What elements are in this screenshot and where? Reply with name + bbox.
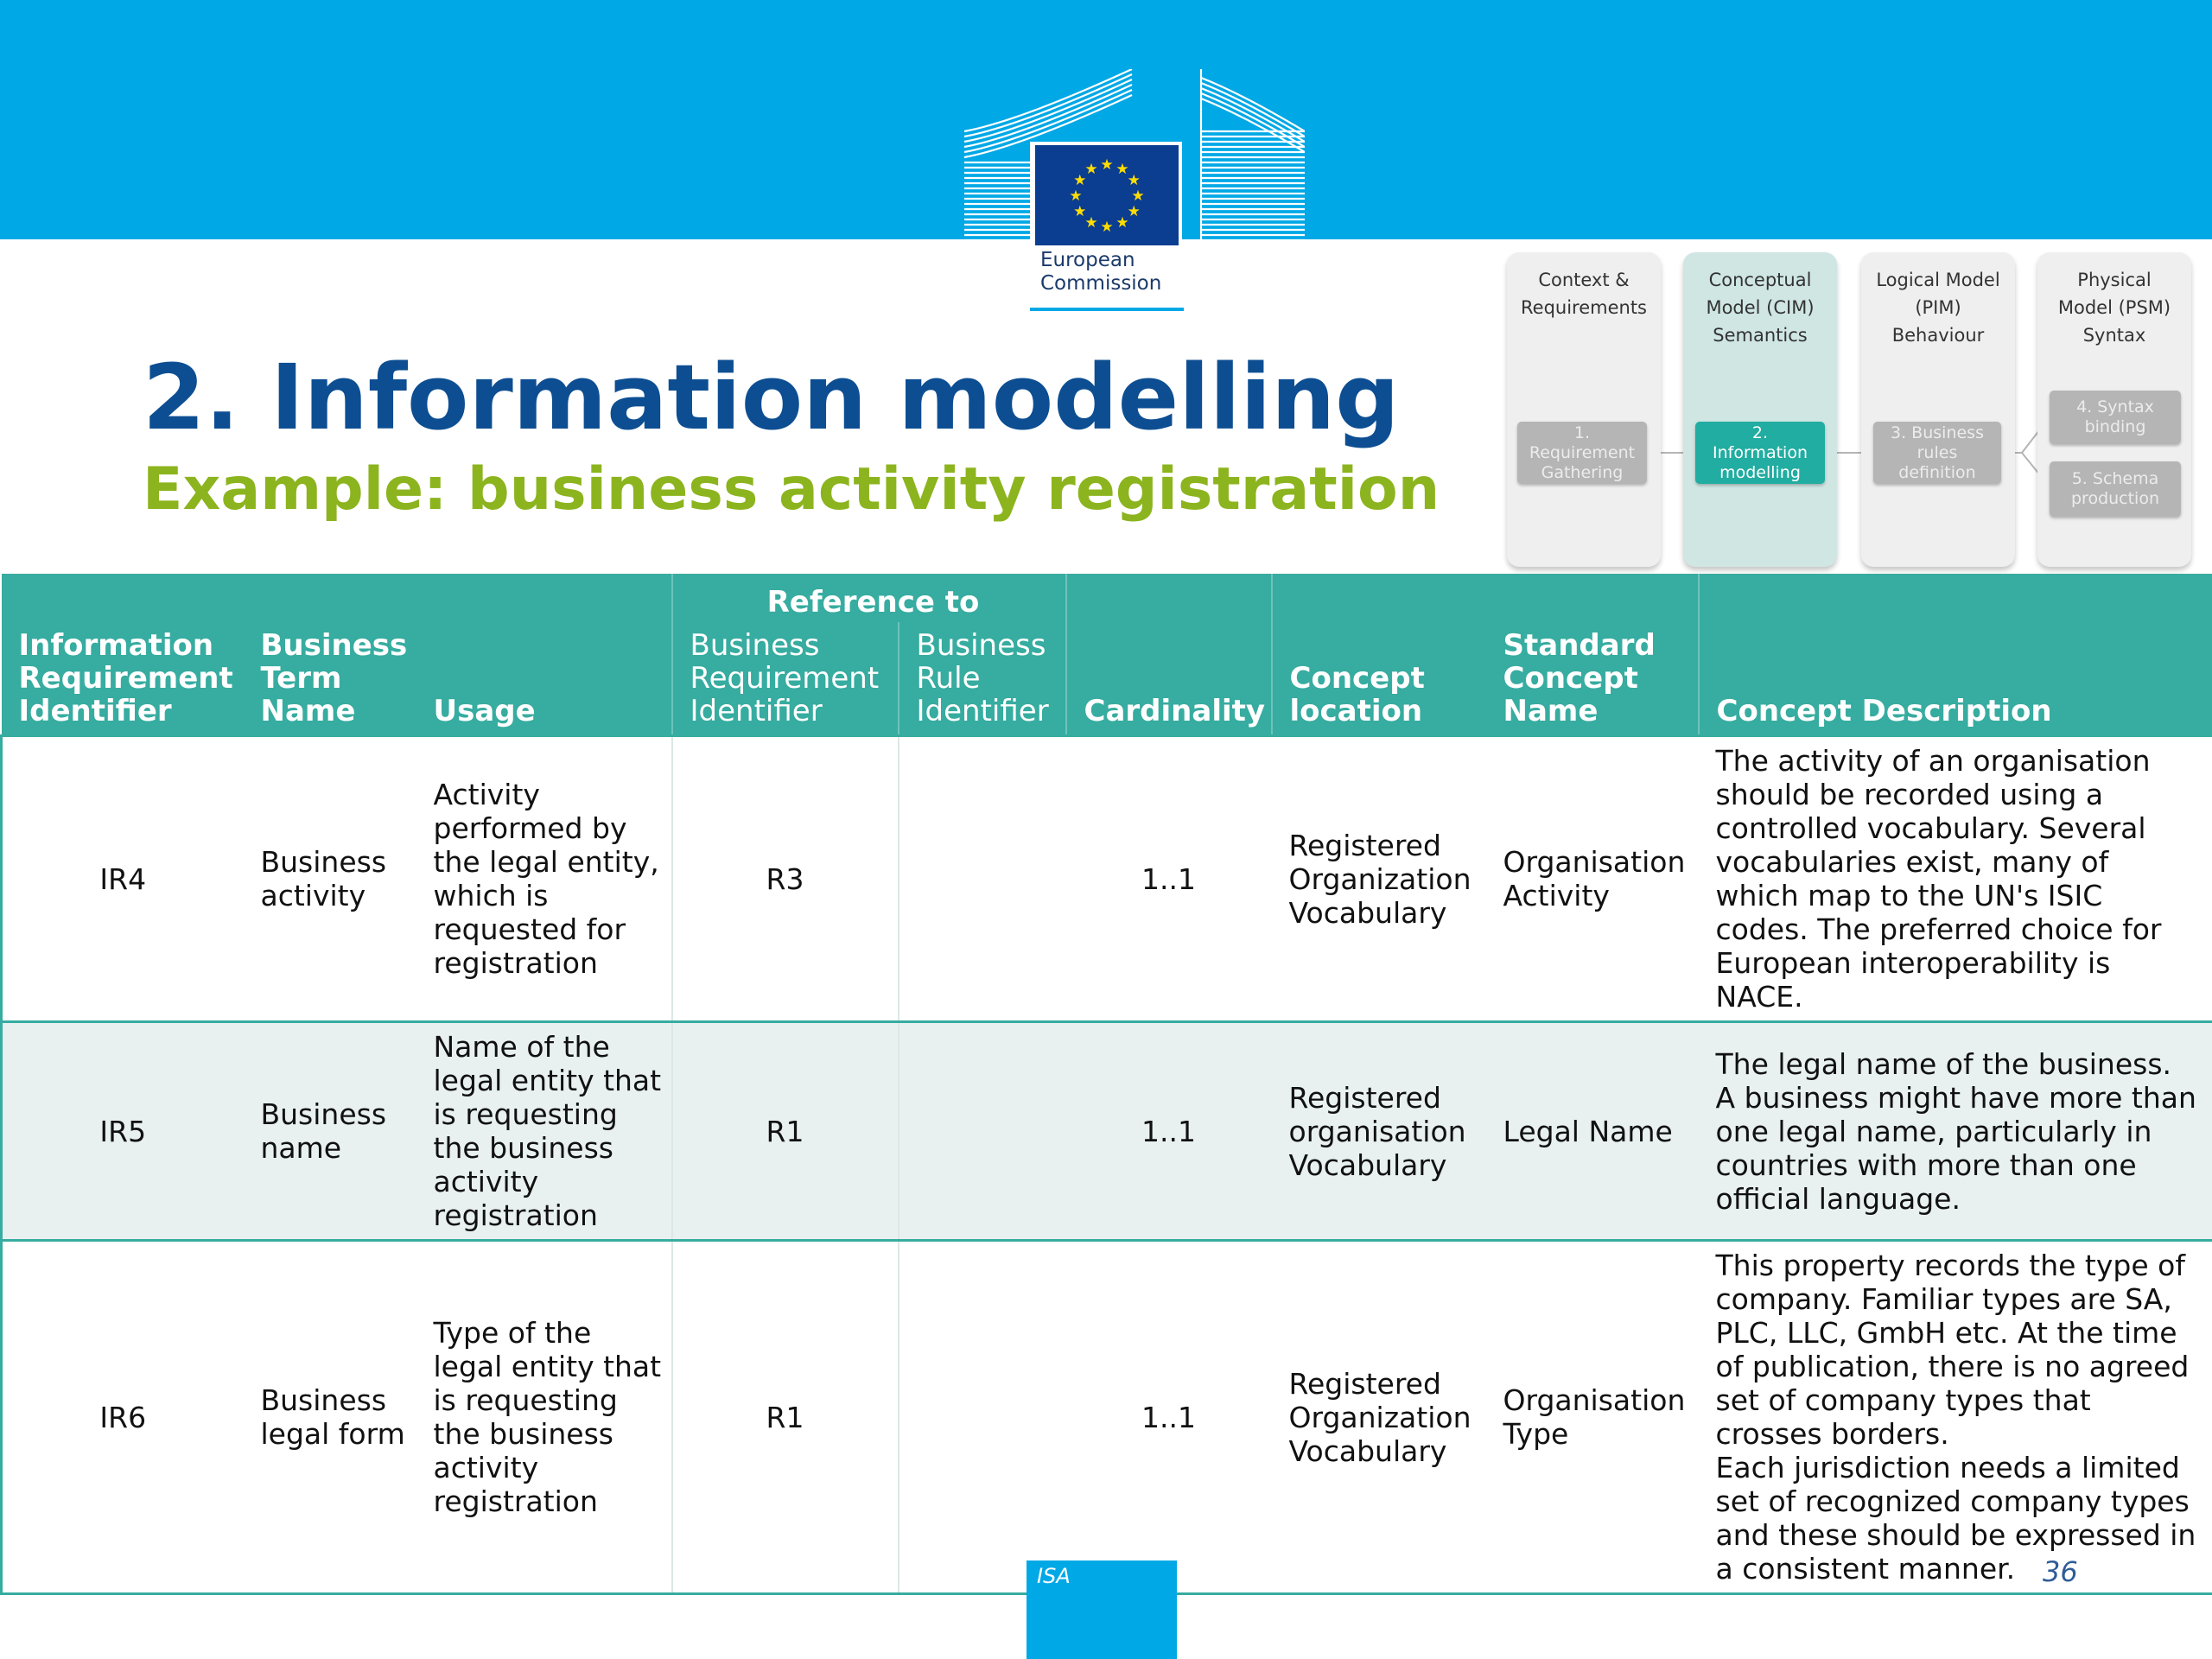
step-syntax-binding: 4. Syntax binding [2050, 391, 2181, 444]
cell-br-id: R1 [672, 1022, 899, 1241]
header-ir-id: Information Requirement Identifier [2, 574, 244, 736]
footer-isa-label: ISA [1037, 1564, 1071, 1588]
cell-concept-location: Registered Organization Vocabulary [1272, 736, 1486, 1022]
cell-concept-description: The legal name of the business. A business might have more than one legal name, particularly in countries with more than one official language. [1699, 1022, 2212, 1241]
cell-bt-name: Business activity [244, 736, 416, 1022]
header-concept-description: Concept Description [1699, 574, 2212, 736]
eu-star-icon: ★ [1127, 203, 1141, 220]
header-bt-name: Business Term Name [244, 574, 416, 736]
slide-subtitle: Example: business activity registration [143, 455, 1440, 524]
stage-label: Logical Model (PIM) Behaviour [1876, 270, 2000, 346]
table-row [2, 1241, 2212, 1594]
header-reference-to: Reference to [672, 574, 1066, 622]
header-business-requirement-id: Business Requirement Identifier [672, 622, 899, 736]
eu-flag-stars-icon [1035, 145, 1179, 245]
table-header-row-group [2, 574, 2212, 622]
eu-star-icon: ★ [1100, 219, 1114, 236]
cell-usage: Name of the legal entity that is requesting the business activity registration [416, 1022, 672, 1241]
cell-concept-description: The activity of an organisation should be recorded using a controlled vocabulary. Several vocabularies exist, many of which map to the UN's ISIC codes. The preferred choice for European interoperability is NACE. [1699, 736, 2212, 1022]
cell-concept-location: Registered Organization Vocabulary [1272, 1241, 1486, 1594]
cell-standard-concept-name: Legal Name [1486, 1022, 1699, 1241]
information-requirements-table [0, 574, 2212, 1595]
cell-standard-concept-name: Organisation Type [1486, 1241, 1699, 1594]
cell-concept-location: Registered organisation Vocabulary [1272, 1022, 1486, 1241]
stage-context-requirements [1507, 252, 1661, 567]
cell-ir-id: IR6 [2, 1241, 244, 1594]
eu-star-icon: ★ [1084, 160, 1098, 178]
cell-usage: Type of the legal entity that is requesting the business activity registration [416, 1241, 672, 1594]
cell-br-id: R1 [672, 1241, 899, 1594]
cell-bt-name: Business legal form [244, 1241, 416, 1594]
eu-star-icon: ★ [1073, 203, 1087, 220]
eu-star-icon: ★ [1069, 188, 1083, 205]
header-concept-location: Concept location [1272, 574, 1486, 736]
table-row [2, 1022, 2212, 1241]
cell-ir-id: IR5 [2, 1022, 244, 1241]
step-information-modelling: 2. Information modelling [1695, 422, 1825, 484]
step-schema-production: 5. Schema production [2050, 461, 2181, 517]
stage-label: Physical Model (PSM) Syntax [2057, 270, 2171, 346]
eu-star-icon: ★ [1116, 160, 1129, 178]
stage-label: Context & Requirements [1521, 270, 1647, 318]
eu-star-icon: ★ [1131, 188, 1145, 205]
page-number: 36 [2043, 1555, 2078, 1588]
process-diagram [1503, 252, 2195, 572]
logo-caption-line1: European [1040, 249, 1135, 271]
cell-rule-id [899, 1241, 1066, 1594]
stage-logical-model [1861, 252, 2015, 567]
cell-br-id: R3 [672, 736, 899, 1022]
slide-title: 2. Information modelling [143, 345, 1400, 450]
header-standard-concept-name: Standard Concept Name [1486, 574, 1699, 736]
cell-bt-name: Business name [244, 1022, 416, 1241]
logo-caption [1030, 245, 1184, 311]
cell-cardinality: 1..1 [1066, 736, 1272, 1022]
cell-standard-concept-name: Organisation Activity [1486, 736, 1699, 1022]
header-usage: Usage [416, 574, 672, 736]
cell-rule-id [899, 736, 1066, 1022]
eu-star-icon: ★ [1116, 214, 1129, 232]
stage-conceptual-model [1683, 252, 1837, 567]
logo-caption-line2: Commission [1040, 272, 1162, 295]
header-cardinality: Cardinality [1066, 574, 1272, 736]
eu-star-icon: ★ [1127, 172, 1141, 189]
cell-cardinality: 1..1 [1066, 1022, 1272, 1241]
cell-usage: Activity performed by the legal entity, which is requested for registration [416, 736, 672, 1022]
stage-label: Conceptual Model (CIM) Semantics [1706, 270, 1815, 346]
eu-star-icon: ★ [1084, 214, 1098, 232]
header-business-rule-id: Business Rule Identifier [899, 622, 1066, 736]
eu-star-icon: ★ [1100, 156, 1114, 174]
cell-cardinality: 1..1 [1066, 1241, 1272, 1594]
cell-concept-description: This property records the type of company. Familiar types are SA, PLC, LLC, GmbH etc. At the time of publication, there is no agreed set of company types that crosses borders. Each jurisdiction needs a limited set of recognized company types and these should be expressed in a consistent manner. [1699, 1241, 2212, 1594]
step-requirement-gathering: 1. Requirement Gathering [1517, 422, 1647, 484]
cell-rule-id [899, 1022, 1066, 1241]
step-business-rules-definition: 3. Business rules definition [1873, 422, 2001, 484]
cell-ir-id: IR4 [2, 736, 244, 1022]
table-row [2, 736, 2212, 1022]
eu-star-icon: ★ [1073, 172, 1087, 189]
